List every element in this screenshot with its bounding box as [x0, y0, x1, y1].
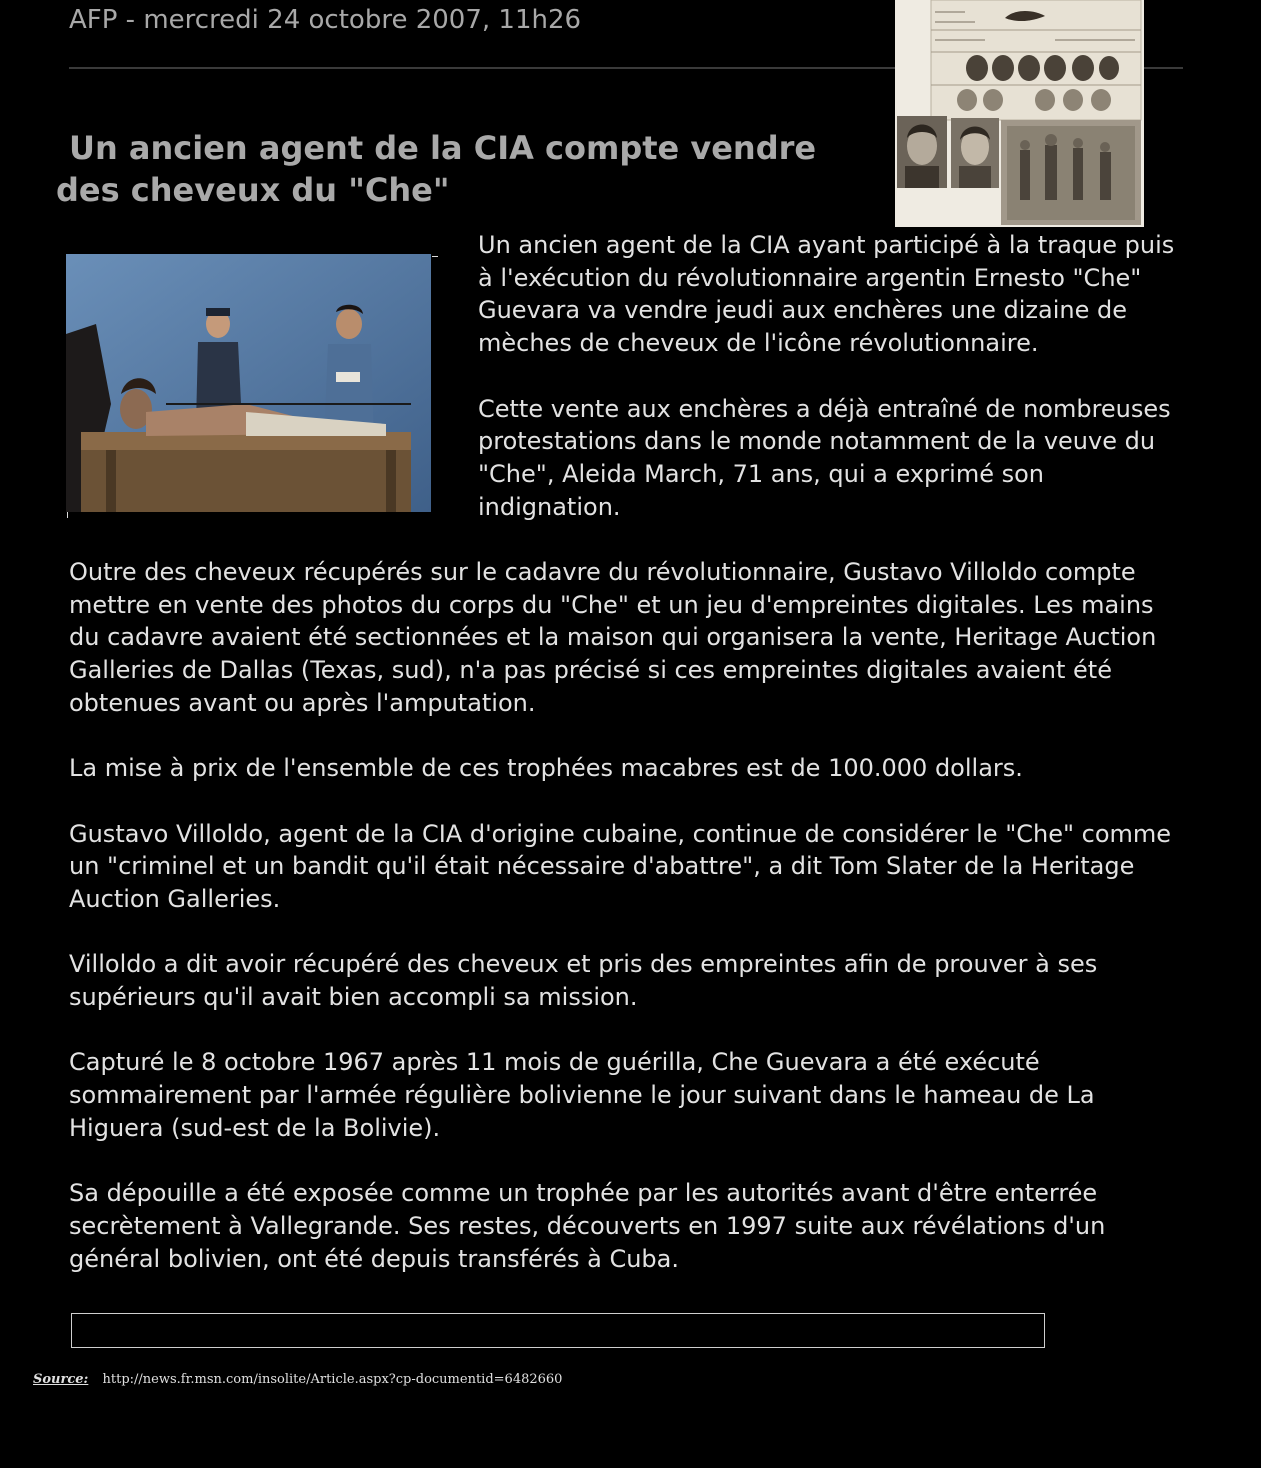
paragraph: La mise à prix de l'ensemble de ces trophées macabres est de 100.000 dollars. — [69, 754, 1023, 783]
headline-line-1: Un ancien agent de la CIA compte vendre — [69, 129, 817, 167]
paragraph: Cette vente aux enchères a déjà entraîné de nombreuses protestations dans le monde notamment de la veuve du "Che", Aleida March, 71 ans, qui a exprimé son indignation. — [478, 394, 1171, 521]
paragraph: Outre des cheveux récupérés sur le cadavre du révolutionnaire, Gustavo Villoldo compte mettre en vente des photos du corps du "Che" et un jeu d'empreintes digitales. Les mains du cadavre avaient été sectionnées et la maison qui organisera la vente, Heritage Auction Galleries de Dallas (Texas, sud), n'a pas précisé si ces empreintes digitales avaient été obtenues avant ou après l'amputation. — [69, 558, 1157, 717]
source-label: Source: — [33, 1372, 89, 1387]
source-line — [33, 1372, 562, 1387]
empty-banner-box — [71, 1313, 1045, 1348]
fingerprint-archive-illustration — [895, 0, 1144, 227]
source-url[interactable]: http://news.fr.msn.com/insolite/Article.aspx?cp-documentid=6482660 — [102, 1372, 563, 1387]
paragraph: Un ancien agent de la CIA ayant participé à la traque puis à l'exécution du révolutionnaire argentin Ernesto "Che" Guevara va vendre jeudi aux enchères une dizaine de mèches de cheveux de l'icône révolutionnaire. — [478, 231, 1175, 358]
paragraph: Gustavo Villoldo, agent de la CIA d'origine cubaine, continue de considérer le "Che" comme un "criminel et un bandit qu'il était nécessaire d'abattre", a dit Tom Slater de la Heritage Auction Galleries. — [69, 819, 1172, 913]
headline-line-2: des cheveux du "Che" — [56, 171, 450, 209]
dateline: AFP - mercredi 24 octobre 2007, 11h26 — [69, 5, 582, 35]
paragraph: Sa dépouille a été exposée comme un trophée par les autorités avant d'être enterrée secrètement à Vallegrande. Ses restes, découverts en 1997 suite aux révélations d'un général bolivien, ont été depuis transférés à Cuba. — [69, 1179, 1106, 1273]
image-float-spacer — [69, 229, 478, 556]
article-body — [69, 229, 1181, 1308]
image-border-mark — [67, 512, 68, 518]
paragraph: Capturé le 8 octobre 1967 après 11 mois de guérilla, Che Guevara a été exécuté sommairement par l'armée régulière bolivienne le jour suivant dans le hameau de La Higuera (sud-est de la Bolivie). — [69, 1048, 1095, 1142]
fingerprint-archive-photo — [895, 0, 1144, 227]
paragraph: Villoldo a dit avoir récupéré des cheveux et pris des empreintes afin de prouver à ses supérieurs qu'il avait bien accompli sa mission. — [69, 950, 1098, 1012]
headline — [56, 127, 856, 211]
